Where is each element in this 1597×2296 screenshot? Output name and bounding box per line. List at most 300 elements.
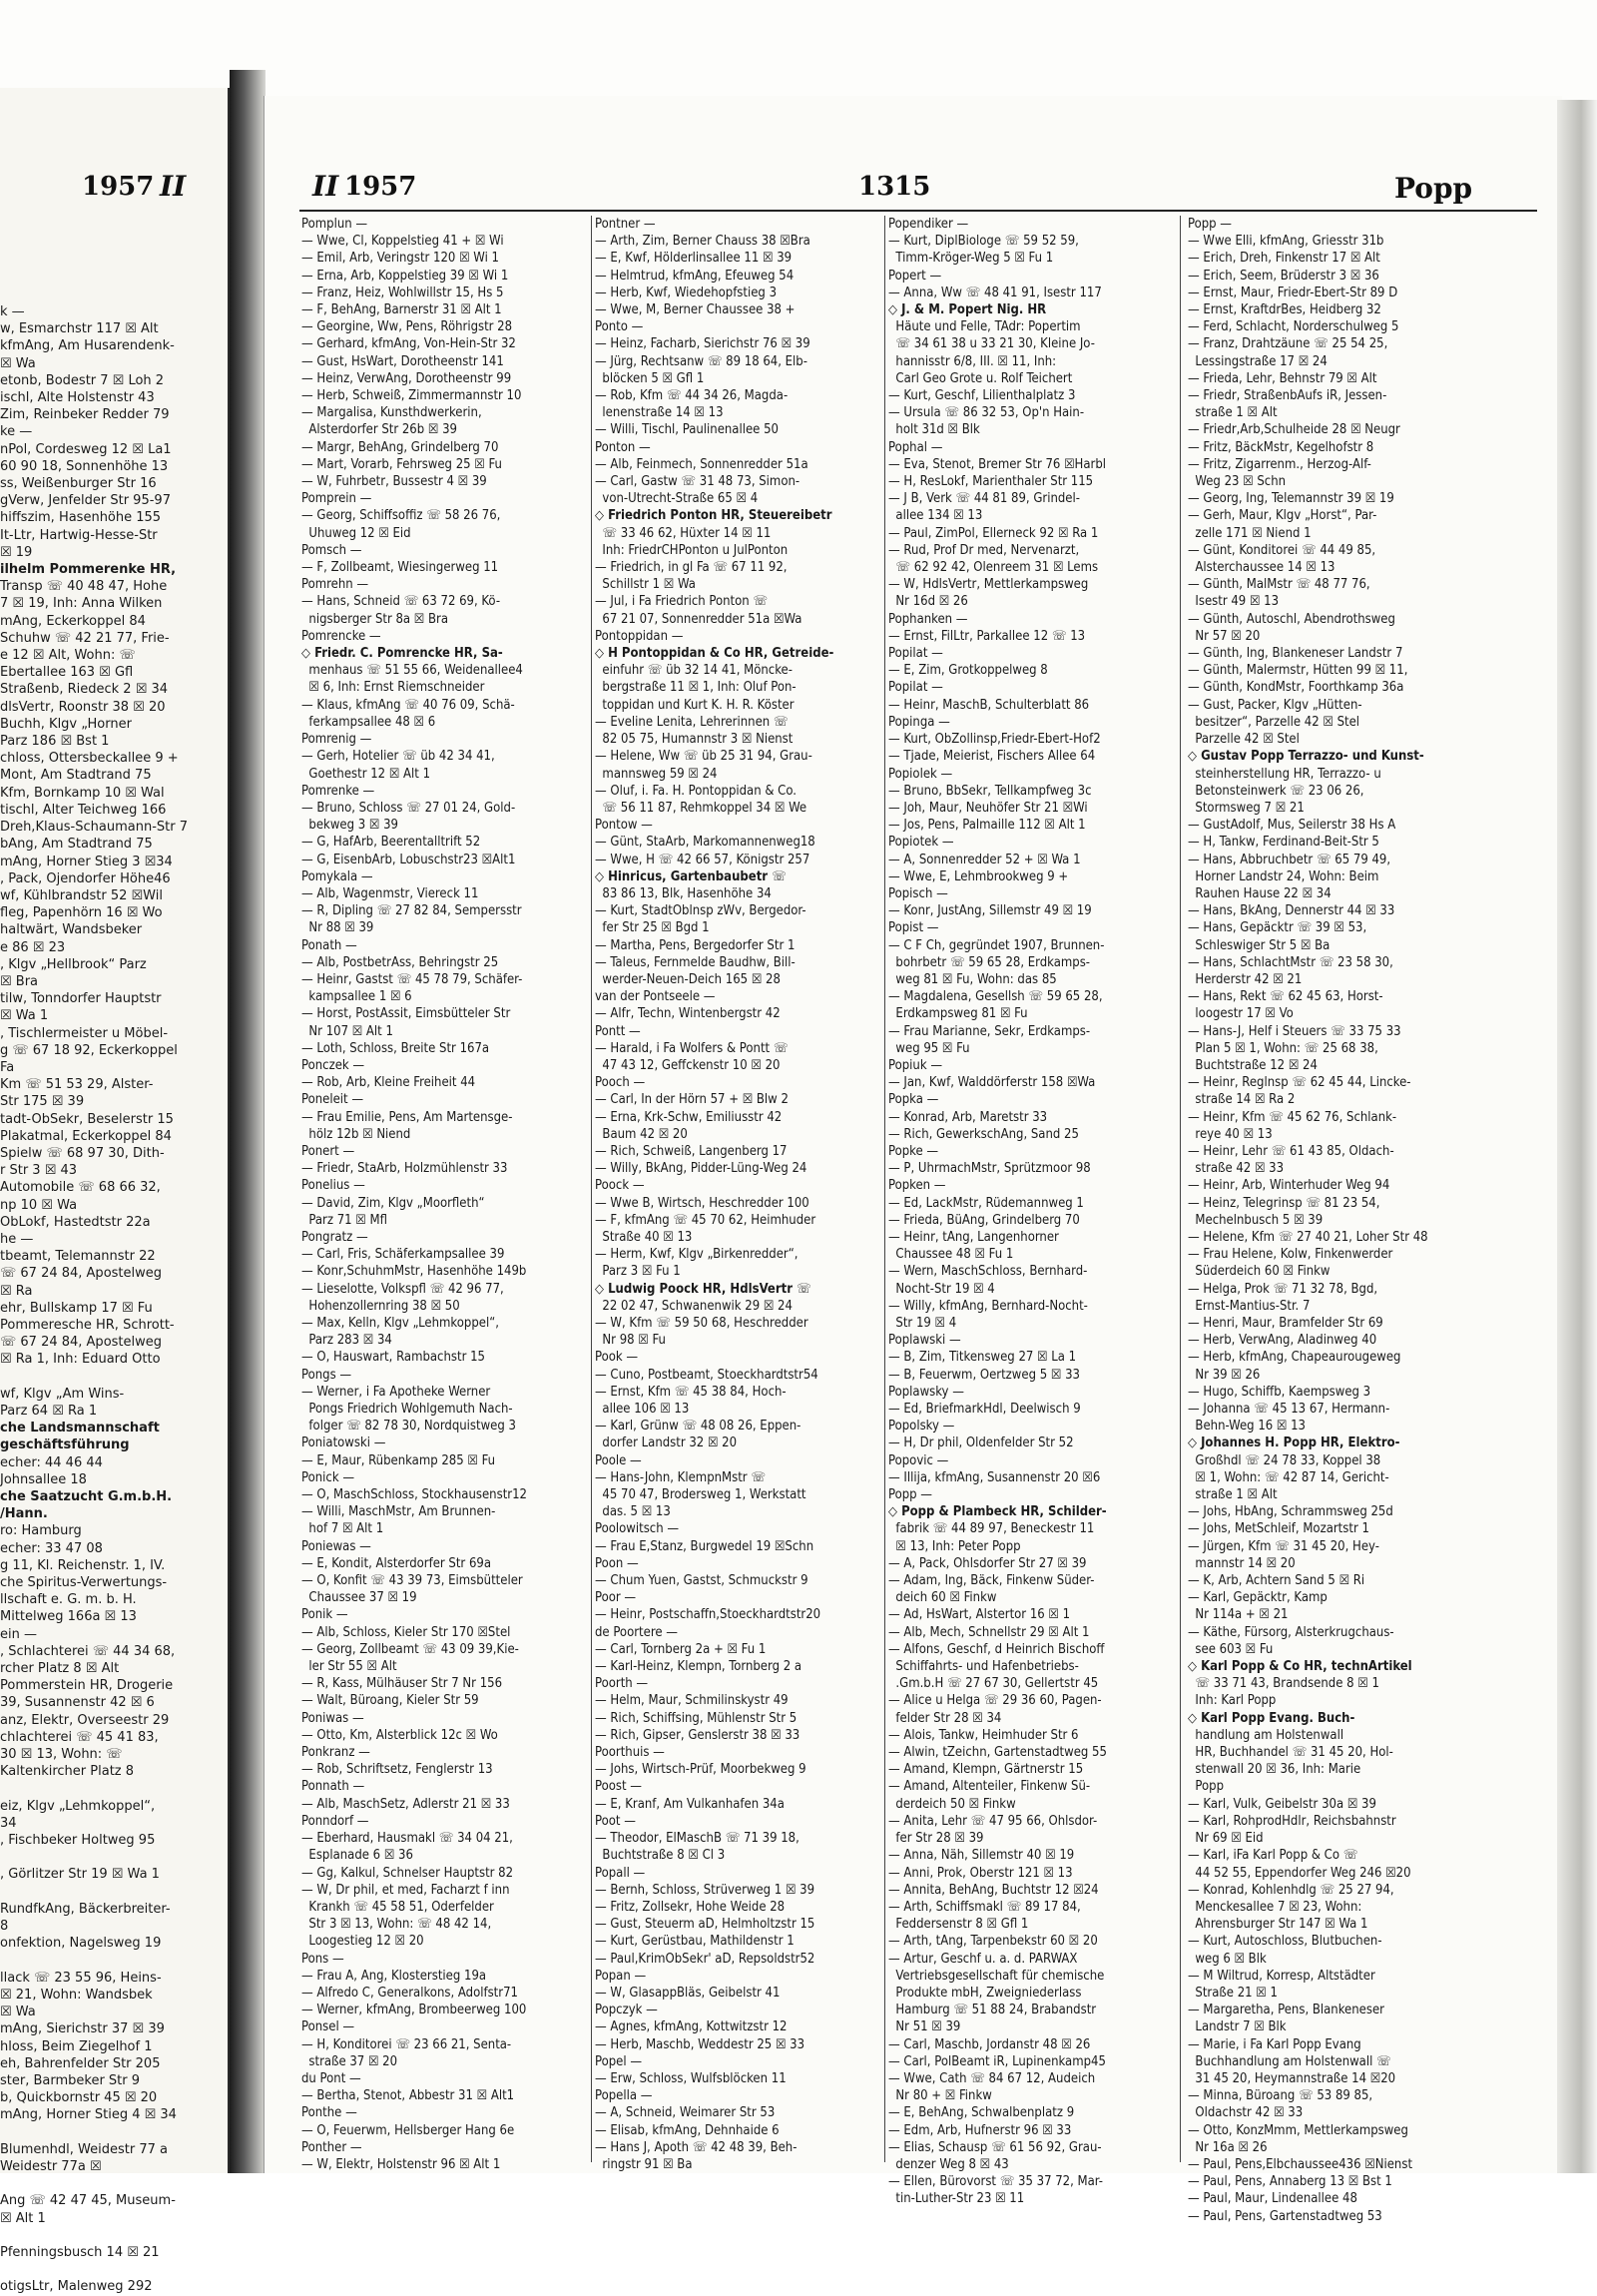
directory-entry-line: bekweg 3 ☒ 39 [301,818,398,834]
directory-entry-line: mAng, Horner Stieg 3 ☒34 [0,854,173,869]
directory-entry-line: — Ed, BriefmarkHdl, Deelwisch 9 [888,1402,1081,1418]
directory-entry-line: — B, Zim, Titkensweg 27 ☒ La 1 [888,1350,1077,1366]
directory-entry-line: — Henri, Maur, Bramfelder Str 69 [1188,1316,1383,1331]
directory-entry-line: — Willy, kfmAng, Bernhard-Nocht- [888,1298,1088,1314]
directory-entry-line: — Bruno, BbSekr, Tellkampfweg 3c [888,783,1092,799]
directory-entry-line: — F, kfmAng ☏ 45 70 62, Heimhuder [595,1212,816,1228]
directory-entry-line: — Karl, RohprodHdlr, Reichsbahnstr [1188,1813,1396,1829]
directory-entry-line: Popisch — [888,885,948,901]
directory-entry-line: — Werner, i Fa Apotheke Werner [301,1384,491,1400]
directory-entry-line: weg 6 ☒ Blk [1188,1951,1267,1967]
directory-entry-line: echer: 44 46 44 [0,1454,103,1470]
directory-entry-line: — Ad, HsWart, Alstertor 16 ☒ 1 [888,1607,1071,1623]
directory-entry-line: ☏ 33 46 62, Hüxter 14 ☒ 11 [595,525,772,541]
directory-entry-line: hiffszim, Hasenhöhe 155 [0,510,162,526]
directory-entry-line: — Wwe, Cl, Koppelstieg 41 + ☒ Wi [301,234,504,250]
directory-entry-line: — Otto, Km, Alsterblick 12c ☒ Wo [301,1727,498,1743]
directory-entry-line: — Ernst, KraftdrBes, Heidberg 32 [1188,302,1381,318]
directory-entry-line: — Arth, tAng, Tarpenbekstr 60 ☒ 20 [888,1934,1098,1950]
directory-entry-line: zelle 171 ☒ Niend 1 [1188,525,1312,541]
directory-entry-line: — Friedrich, in gl Fa ☏ 67 11 92, [595,560,788,576]
directory-entry-line: — Alb, Schloss, Kieler Str 170 ☒Stel [301,1624,511,1640]
directory-entry-line: — Jan, Kwf, Walddörferstr 158 ☒Wa [888,1075,1096,1091]
directory-entry-line: ◇ Hinricus, Gartenbaubetr ☏ [595,868,787,884]
directory-entry-line: — Kurt, StadtOblnsp zWv, Bergedor- [595,903,806,919]
directory-entry-line: — Loth, Schloss, Breite Str 167a [301,1040,490,1056]
directory-entry-line: Schuhw ☏ 42 21 77, Frie- [0,630,170,646]
directory-entry-line: Poplawsky — [888,1384,964,1400]
directory-entry-line: Pommeresche HR, Schrott- [0,1317,175,1333]
directory-entry-line: — Günth, Ing, Blankeneser Landstr 7 [1188,646,1403,662]
directory-entry-line: Weg 23 ☒ Schn [1188,474,1287,490]
directory-entry-line: — Herb, Schweiß, Zimmermannstr 10 [301,388,522,404]
directory-entry-line: ringstr 91 ☒ Ba [595,2156,693,2172]
directory-entry-line: Popan — [595,1968,647,1984]
directory-entry-line: loogestr 17 ☒ Vo [1188,1006,1294,1022]
directory-entry-line: Buchtstraße 8 ☒ Cl 3 [595,1848,726,1864]
directory-entry-line: Produkte mbH, Zweigniederlass [888,1985,1082,2001]
directory-entry-line: Pomrencke — [301,628,381,644]
directory-entry-line: 47 43 12, Geffckenstr 10 ☒ 20 [595,1057,781,1073]
directory-entry-line: — Mart, Vorarb, Fehrsweg 25 ☒ Fu [301,456,502,472]
directory-entry-line: mAng, Eckerkoppel 84 [0,613,146,629]
directory-entry-line: — Karl, iFa Karl Popp & Co ☏ [1188,1848,1358,1864]
directory-entry-line: haltwärt, Wandsbeker [0,922,143,938]
directory-entry-line: — Joh, Maur, Neuhöfer Str 21 ☒Wi [888,800,1088,816]
directory-entry-line: — Helene, Ww ☏ üb 25 31 94, Grau- [595,749,812,765]
directory-entry-line: — Alb, Feinmech, Sonnenredder 51a [595,456,808,472]
directory-entry-line: echer: 33 47 08 [0,1540,103,1556]
directory-entry-line: ◇ J. & M. Popert Nig. HR [888,302,1047,318]
directory-entry-line: — Paul,KrimObSekr' aD, Repsoldstr52 [595,1951,815,1967]
directory-entry-line: ◇ H Pontoppidan & Co HR, Getreide- [595,646,834,662]
directory-entry-line: Pomrehn — [301,577,369,593]
directory-entry-line: — Amand, Altenteiler, Finkenw Sü- [888,1779,1091,1795]
directory-entry-line: — Anita, Lehr ☏ 47 95 66, Ohlsdor- [888,1813,1098,1829]
directory-entry-line: Popp [1188,1779,1225,1795]
directory-entry-line: — Anni, Prok, Oberstr 121 ☒ 13 [888,1865,1073,1881]
directory-entry-line: — Carl, Maschb, Jordanstr 48 ☒ 26 [888,2036,1091,2052]
directory-entry-line: Popka — [888,1092,939,1108]
directory-entry-line: — Alb, Mech, Schnellstr 29 ☒ Alt 1 [888,1624,1090,1640]
directory-entry-line: — Ernst, Kfm ☏ 45 38 84, Hoch- [595,1384,787,1400]
directory-entry-line: Ponick — [301,1469,355,1485]
directory-entry-line: werder-Neuen-Deich 165 ☒ 28 [595,971,781,987]
directory-entry-line: ein — [0,1626,37,1642]
directory-entry-line: Kaltenkircher Platz 8 [0,1764,135,1780]
directory-entry-line: , Klgv „Hellbrook“ Parz [0,956,147,972]
directory-entry-line: Pongratz — [301,1229,368,1245]
directory-entry-line: Nr 39 ☒ 26 [1188,1367,1261,1383]
directory-entry-line: ☒ Wa 1 [0,1008,49,1024]
directory-entry-line: 67 21 07, Sonnenredder 51a ☒Wa [595,611,802,627]
directory-entry-line: Menckesallee 7 ☒ 23, Wohn: [1188,1899,1362,1915]
directory-entry-line: menhaus ☏ 51 55 66, Weidenallee4 [301,663,523,679]
column-divider [591,216,592,2162]
directory-entry-line: — Adam, Ing, Bäck, Finkenw Süder- [888,1573,1095,1589]
directory-entry-line: hannisstr 6/8, III. ☒ 11, Inh: [888,353,1057,369]
directory-entry-line: np 10 ☒ Wa [0,1197,78,1213]
directory-entry-line: Nr 98 ☒ Fu [595,1333,666,1349]
directory-entry-line: Mechelnbusch 5 ☒ 39 [1188,1212,1324,1228]
directory-entry-line: tbeamt, Telemannstr 22 [0,1249,156,1265]
directory-entry-line: ◇ Karl Popp & Co HR, technArtikel [1188,1659,1412,1675]
directory-entry-line: — Herb, kfmAng, Chapeaurougeweg [1188,1350,1401,1366]
directory-entry-line: — Frieda, BüAng, Grindelberg 70 [888,1212,1080,1228]
directory-entry-line: — Günth, Malermstr, Hütten 99 ☒ 11, [1188,663,1408,679]
directory-entry-line: — Heinr, Postschaffn,Stoeckhardtstr20 [595,1607,821,1623]
directory-entry-line: ◇ Gustav Popp Terrazzo- und Kunst- [1188,749,1424,765]
directory-entry-line: Ponndorf — [301,1813,369,1829]
directory-entry-line: Hohenzollernring 38 ☒ 50 [301,1298,460,1314]
directory-entry-line: Ponkranz — [301,1745,370,1761]
directory-entry-line: Pongs Friedrich Wohlgemuth Nach- [301,1402,513,1418]
directory-entry-line: — Horst, PostAssit, Eimsbütteler Str [301,1006,511,1022]
directory-entry-line [0,2175,226,2192]
directory-entry-line: /Hann. [0,1506,48,1522]
directory-entry-line: derdeich 50 ☒ Finkw [888,1796,1016,1812]
directory-entry-line: mAng, Sierichstr 37 ☒ 39 [0,2021,165,2037]
directory-entry-line: ☒ 13, Inh: Peter Popp [888,1538,1021,1554]
directory-entry-line: Ponelius — [301,1178,365,1194]
directory-entry-line: Kfm, Bornkamp 10 ☒ Wal [0,785,165,801]
directory-entry-line: Popolsky — [888,1419,955,1435]
directory-entry-line: — Johs, HbAng, Schrammsweg 25d [1188,1504,1393,1520]
directory-entry-line: — Jos, Pens, Palmaille 112 ☒ Alt 1 [888,818,1086,834]
directory-entry-line: — Rob, Arb, Kleine Freiheit 44 [301,1075,476,1091]
directory-entry-line: — Konr, JustAng, Sillemstr 49 ☒ 19 [888,903,1092,919]
directory-entry-line: denzer Weg 8 ☒ 43 [888,2156,1009,2172]
directory-entry-line: — Elisab, kfmAng, Dehnhaide 6 [595,2122,780,2138]
directory-entry-line: — Wwe, H ☏ 42 66 57, Königstr 257 [595,852,810,867]
directory-entry-line: — Rich, Gipser, Genslerstr 38 ☒ 33 [595,1727,800,1743]
directory-entry-line: — Heinz, VerwAng, Dorotheenstr 99 [301,370,512,386]
directory-entry-line: — Herb, VerwAng, Aladinweg 40 [1188,1333,1377,1349]
directory-entry-line: Nocht-Str 19 ☒ 4 [888,1281,995,1297]
directory-entry-line: 83 86 13, Blk, Hasenhöhe 34 [595,885,772,901]
directory-entry-line: — Ferd, Schlacht, Norderschulweg 5 [1188,319,1399,335]
directory-entry-line: Nr 16d ☒ 26 [888,594,968,610]
directory-entry-line: Pontow — [595,818,653,834]
directory-entry-line: — Eveline Lenita, Lehrerinnen ☏ [595,714,789,730]
directory-entry-line: Popendiker — [888,217,969,232]
directory-entry-line: Landstr 7 ☒ Blk [1188,2019,1287,2035]
directory-entry-line: dorfer Landstr 32 ☒ 20 [595,1435,738,1451]
directory-entry-line: — Frau Marianne, Sekr, Erdkamps- [888,1023,1091,1039]
directory-entry-line: — Rob, Schriftsetz, Fenglerstr 13 [301,1762,493,1778]
directory-entry-line: straße 37 ☒ 20 [301,2053,398,2069]
directory-entry-line: nigsberger Str 8a ☒ Bra [301,611,448,627]
directory-entry-line: Ang ☏ 42 47 45, Museum- [0,2193,176,2209]
directory-entry-line: — Chum Yuen, Gastst, Schmuckstr 9 [595,1573,808,1589]
directory-entry-line: — G, HafArb, Beerentalltrift 52 [301,835,481,851]
directory-entry-line: — Gg, Kalkul, Schnelser Hauptstr 82 [301,1865,514,1881]
directory-entry-line: Nr 57 ☒ 20 [1188,628,1261,644]
directory-entry-line: bergstraße 11 ☒ 1, Inh: Oluf Pon- [595,680,797,696]
directory-entry-line: — O, MaschSchloss, Stockhausenstr12 [301,1487,527,1503]
directory-entry-line: — W, Fuhrbetr, Bussestr 4 ☒ 39 [301,474,487,490]
directory-entry-line: Poorth — [595,1676,649,1692]
directory-entry-line: Alsterdorfer Str 26b ☒ 39 [301,422,457,438]
directory-entry-line: llschaft e. G. m. b. H. [0,1592,137,1608]
directory-entry-line: 34 [0,1815,17,1831]
directory-entry-line: Popel — [595,2053,643,2069]
directory-entry-line: — Taleus, Fernmelde Baudhw, Bill- [595,954,796,970]
directory-entry-line: Horner Landstr 24, Wohn: Beim [1188,868,1379,884]
directory-entry-line: — H, Tankw, Ferdinand-Beit-Str 5 [1188,835,1379,851]
directory-entry-line: — Rich, GewerkschAng, Sand 25 [888,1126,1079,1142]
directory-entry-line: Ponto — [595,319,644,335]
directory-entry-line: ro: Hamburg [0,1523,82,1539]
directory-entry-line: — E, Zim, Grotkoppelweg 8 [888,663,1048,679]
directory-entry-line: — Edm, Arb, Hufnerstr 96 ☒ 33 [888,2122,1072,2138]
directory-entry-line: Johnsallee 18 [0,1471,87,1487]
directory-entry-line: Dreh,Klaus-Schaumann-Str 7 [0,820,188,836]
directory-entry-line: 22 02 47, Schwanenwik 29 ☒ 24 [595,1298,793,1314]
directory-entry-line: Pophanken — [888,611,968,627]
directory-entry-line: — Emil, Arb, Veringstr 120 ☒ Wi 1 [301,251,499,267]
directory-entry-line: — Frau E,Stanz, Burgwedel 19 ☒Schn [595,1538,814,1554]
directory-entry-line: — W, HdlsVertr, Mettlerkampsweg [888,577,1089,593]
directory-entry-line: Inh: Karl Popp [1188,1693,1277,1709]
directory-entry-line: — Cuno, Postbeamt, Stoeckhardtstr54 [595,1367,818,1383]
directory-entry-line: — F, BehAng, Barnerstr 31 ☒ Alt 1 [301,302,502,318]
directory-column-1 [301,216,601,2172]
directory-entry-line: Herderstr 42 ☒ 21 [1188,971,1303,987]
directory-entry-line: b, Quickbornstr 45 ☒ 20 [0,2090,158,2106]
directory-entry-line: mannstr 14 ☒ 20 [1188,1555,1296,1571]
directory-entry-line: Nr 107 ☒ Alt 1 [301,1023,393,1039]
directory-entry-line: Zim, Reinbeker Redder 79 [0,407,170,423]
directory-entry-line: Popall — [595,1865,646,1881]
directory-entry-line: Nr 114a + ☒ 21 [1188,1607,1289,1623]
directory-entry-line: — Ernst, FilLtr, Parkallee 12 ☏ 13 [888,628,1086,644]
directory-entry-line: ☒ Wa [0,2005,36,2020]
directory-entry-line: r Str 3 ☒ 43 [0,1163,78,1179]
directory-entry-line: — Fritz, Zigarrenm., Herzog-Alf- [1188,456,1371,472]
directory-entry-line: — J B, Verk ☏ 44 81 89, Grindel- [888,491,1080,507]
directory-entry-line: — Erna, Arb, Koppelstieg 39 ☒ Wi 1 [301,268,509,284]
directory-entry-line: — Heinz, Facharb, Sierichstr 76 ☒ 39 [595,336,810,352]
directory-entry-line: Ponsel — [301,2019,355,2035]
directory-entry-line: Poock — [595,1178,645,1194]
directory-entry-line: — Paul, ZimPol, Ellerneck 92 ☒ Ra 1 [888,525,1099,541]
directory-entry-line: Ernst-Mantius-Str. 7 [1188,1298,1311,1314]
directory-entry-line: Poniewas — [301,1538,371,1554]
directory-entry-line: — Artur, Geschf u. a. d. PARWAX [888,1951,1078,1967]
directory-entry-line: — Kurt, Gerüstbau, Mathildenstr 1 [595,1934,795,1950]
directory-entry-line: — David, Zim, Klgv „Moorfleth“ [301,1195,485,1211]
directory-entry-line: — Günt, Konditorei ☏ 44 49 85, [1188,542,1376,558]
directory-entry-line: Poorthuis — [595,1745,665,1761]
directory-entry-line: — Ursula ☏ 86 32 53, Op'n Hain- [888,405,1085,421]
directory-entry-line: Fa [0,1059,15,1075]
directory-entry-line: — H, Konditorei ☏ 23 66 21, Senta- [301,2036,512,2052]
directory-entry-line: Str 19 ☒ 4 [888,1316,957,1331]
directory-entry-line: — Fritz, Zollsekr, Hohe Weide 28 [595,1899,786,1915]
directory-entry-line [0,1780,226,1797]
directory-entry-line: — R, Kass, Mülhäuser Str 7 Nr 156 [301,1676,503,1692]
directory-entry-line: — Gust, Packer, Klgv „Hütten- [1188,697,1362,713]
directory-entry-line: — Paul, Pens,Elbchaussee436 ☒Nienst [1188,2156,1413,2172]
directory-entry-line: Nr 69 ☒ Eid [1188,1831,1264,1847]
directory-entry-line: — H, ResLokf, Marienthaler Str 115 [888,474,1094,490]
directory-entry-line: anz, Elektr, Overseestr 29 [0,1712,170,1728]
directory-entry-line: , Fischbeker Holtweg 95 [0,1833,156,1849]
directory-entry-line: ☏ 67 24 84, Apostelweg [0,1266,163,1282]
directory-entry-line: Pook — [595,1350,639,1366]
directory-entry-line: Rauhen Hause 22 ☒ 34 [1188,885,1331,901]
directory-entry-line: — Rob, Kfm ☏ 44 34 26, Magda- [595,388,789,404]
directory-entry-line: Pommerstein HR, Drogerie [0,1678,174,1694]
directory-entry-line: — Johs, MetSchleif, Mozartstr 1 [1188,1521,1369,1537]
directory-entry-line: — Alfredo C, Generalkons, Adolfstr71 [301,1985,518,2001]
directory-entry-line: ler Str 55 ☒ Alt [301,1659,397,1675]
directory-entry-line: van der Pontseele — [595,989,716,1005]
directory-entry-line: blöcken 5 ☒ Gfl 1 [595,370,705,386]
directory-entry-line: ◇ Ludwig Poock HR, HdlsVertr ☏ [595,1281,811,1297]
directory-entry-line: — Alb, PostbetrAss, Behringstr 25 [301,954,499,970]
directory-entry-line: allee 106 ☒ 13 [595,1402,690,1418]
directory-entry-line: fabrik ☏ 44 89 97, Beneckestr 11 [888,1521,1095,1537]
directory-entry-line: Pomprein — [301,491,372,507]
directory-entry-line: Straße 40 ☒ 13 [595,1229,693,1245]
directory-entry-line: Popert — [888,268,942,284]
directory-entry-line: — Günth, Autoschl, Abendrothsweg [1188,611,1395,627]
directory-entry-line: geschäftsführung [0,1437,130,1453]
directory-entry-line: ischl, Alte Holstenstr 43 [0,390,155,406]
directory-entry-line: Parz 3 ☒ Fu 1 [595,1264,681,1280]
directory-entry-line: — Helene, Kfm ☏ 27 40 21, Loher Str 48 [1188,1229,1428,1245]
directory-entry-line: besitzer“, Parzelle 42 ☒ Stel [1188,714,1360,730]
directory-entry-line: — Hans, Rekt ☏ 62 45 63, Horst- [1188,989,1383,1005]
directory-entry-line: — Wwe B, Wirtsch, Heschredder 100 [595,1195,809,1211]
directory-entry-line: mAng, Horner Stieg 4 ☒ 34 [0,2107,177,2123]
directory-entry-line: — Margalisa, Kunsthdwerkerin, [301,405,482,421]
directory-entry-line: — Amand, Klempn, Gärtnerstr 15 [888,1762,1084,1778]
directory-entry-line: — Otto, KonzMmm, Mettlerkampsweg [1188,2122,1408,2138]
directory-entry-line: ☒ 1, Wohn: ☏ 42 87 14, Gericht- [1188,1469,1389,1485]
directory-entry-line: — Friedr, StaArb, Holzmühlenstr 33 [301,1161,508,1177]
directory-entry-line: Parz 64 ☒ Ra 1 [0,1404,98,1419]
directory-entry-line: Popist — [888,920,939,936]
directory-entry-line: — Hans, SchlachtMstr ☏ 23 58 30, [1188,954,1393,970]
directory-entry-line: Pomplun — [301,217,368,232]
directory-entry-line: — Carl, PolBeamt iR, Lupinenkamp45 [888,2053,1106,2069]
directory-entry-line: ilhelm Pommerenke HR, [0,562,177,578]
directory-entry-line: ☏ 56 11 87, Rehmkoppel 34 ☒ We [595,800,807,816]
directory-entry-line: — A, Schneid, Weimarer Str 53 [595,2105,776,2121]
directory-entry-line: Parz 283 ☒ 34 [301,1333,392,1349]
directory-entry-line: — Wwe, M, Berner Chaussee 38 + [595,302,796,318]
directory-entry-line: — Alb, Wagenmstr, Viereck 11 [301,885,479,901]
directory-entry-line: — Frau A, Ang, Klosterstieg 19a [301,1968,487,1984]
directory-entry-line [0,2124,226,2141]
directory-entry-line: — GustAdolf, Mus, Seilerstr 38 Hs A [1188,818,1396,834]
directory-entry-line: — Helm, Maur, Schmilinskystr 49 [595,1693,789,1709]
directory-entry-line: ster, Barmbeker Str 9 [0,2072,141,2088]
directory-entry-line [0,1884,226,1901]
directory-entry-line: Popovic — [888,1452,949,1468]
directory-entry-line: wf, Kühlbrandstr 52 ☒Wil [0,887,163,903]
directory-entry-line: — Werner, kfmAng, Brombeerweg 100 [301,2003,527,2018]
directory-entry-line: — Jul, i Fa Friedrich Ponton ☏ [595,594,769,610]
directory-entry-line: Buchhandlung am Holstenwall ☏ [1188,2053,1391,2069]
directory-entry-line: ◇ Johannes H. Popp HR, Elektro- [1188,1435,1400,1451]
directory-entry-line: Str 3 ☒ 13, Wohn: ☏ 48 42 14, [301,1917,492,1933]
directory-entry-line: — W, Kfm ☏ 59 50 68, Heschredder [595,1316,808,1331]
directory-entry-line: tadt-ObSekr, Beselerstr 15 [0,1111,174,1127]
directory-entry-line: see 603 ☒ Fu [1188,1641,1274,1657]
directory-entry-line: Hamburg ☏ 51 88 24, Brabandstr [888,2003,1097,2018]
directory-entry-line: — Carl, Tornberg 2a + ☒ Fu 1 [595,1641,767,1657]
directory-entry-line: — Kurt, DiplBiologe ☏ 59 52 59, [888,234,1079,250]
page-number: 1315 [858,172,931,202]
directory-entry-line: deich 60 ☒ Finkw [888,1590,997,1606]
directory-entry-line: — Gerhard, kfmAng, Von-Hein-Str 32 [301,336,516,352]
directory-entry-line: — Agnes, kfmAng, Kottwitzstr 12 [595,2019,788,2035]
directory-entry-line: Poost — [595,1779,642,1795]
directory-entry-line: — F, Zollbeamt, Wiesingerweg 11 [301,560,499,576]
directory-entry-line: ◇ Karl Popp Evang. Buch- [1188,1710,1355,1726]
directory-entry-line: — Alfr, Techn, Wintenbergstr 42 [595,1006,781,1022]
directory-entry-line: Transp ☏ 40 48 47, Hohe [0,579,168,595]
directory-entry-line: , Schlachterei ☏ 44 34 68, [0,1643,176,1659]
directory-entry-line: — Heinz, Telegrinsp ☏ 81 23 54, [1188,1195,1380,1211]
directory-entry-line: ◇ Popp & Plambeck HR, Schilder- [888,1504,1107,1520]
directory-entry-line: Popiolek — [888,766,953,782]
directory-entry-line: — Margr, BehAng, Grindelberg 70 [301,439,499,455]
directory-entry-line: hölz 12b ☒ Niend [301,1126,411,1142]
directory-entry-line: allee 134 ☒ 13 [888,508,983,524]
directory-entry-line: — Erich, Seem, Brüderstr 3 ☒ 36 [1188,268,1379,284]
directory-entry-line: — Hans, Gepäcktr ☏ 39 ☒ 53, [1188,920,1367,936]
directory-entry-line: — Fritz, BäckMstr, Kegelhofstr 8 [1188,439,1374,455]
directory-entry-line: Buchtstraße 12 ☒ 24 [1188,1057,1318,1073]
directory-entry-line: Ponnath — [301,1779,365,1795]
directory-entry-line: Ebertallee 163 ☒ Gfl [0,665,134,681]
directory-entry-line: — Herm, Kwf, Klgv „Birkenredder“, [595,1247,798,1263]
directory-entry-line: — Helga, Prok ☏ 71 32 78, Bgd, [1188,1281,1378,1297]
directory-entry-line: rcher Platz 8 ☒ Alt [0,1661,120,1677]
directory-entry-line: Süderdeich 60 ☒ Finkw [1188,1264,1331,1280]
directory-entry-line: Pomrenig — [301,732,372,748]
directory-entry-line: — Hans, Schneid ☏ 63 72 69, Kö- [301,594,501,610]
directory-entry-line: — Heinr, Reglnsp ☏ 62 45 44, Lincke- [1188,1075,1411,1091]
directory-entry-line: Pomrenke — [301,783,375,799]
directory-column-2 [595,216,894,2172]
directory-entry-line: Nr 16a ☒ 26 [1188,2139,1268,2155]
directory-entry-line: Chaussee 37 ☒ 19 [301,1590,417,1606]
directory-entry-line: bohrbetr ☏ 59 65 28, Erdkamps- [888,954,1091,970]
directory-entry-line: Ponton — [595,439,651,455]
directory-entry-line: — Gerh, Maur, Klgv „Horst“, Par- [1188,508,1377,524]
directory-entry-line: — Jürgen, Kfm ☏ 31 45 20, Hey- [1188,1538,1379,1554]
directory-entry-line: Nr 88 ☒ 39 [301,920,374,936]
directory-entry-line: otigsLtr, Malenweg 292 [0,2279,153,2295]
directory-entry-line: — Paul, Pens, Annaberg 13 ☒ Bst 1 [1188,2174,1392,2190]
directory-entry-line: Ahrensburger Str 147 ☒ Wa 1 [1188,1917,1368,1933]
directory-entry-line: du Pont — [301,2070,361,2086]
directory-entry-line: Alsterchaussee 14 ☒ 13 [1188,560,1335,576]
directory-entry-line: 44 52 55, Eppendorfer Weg 246 ☒20 [1188,1865,1411,1881]
directory-entry-line: che Spiritus-Verwertungs- [0,1575,168,1591]
directory-entry-line: felder Str 28 ☒ 34 [888,1710,1002,1726]
directory-entry-line: stenwall 20 ☒ 36, Inh: Marie [1188,1762,1361,1778]
directory-entry-line: weg 95 ☒ Fu [888,1040,970,1056]
directory-entry-line: ☏ 34 61 38 u 33 21 30, Kleine Jo- [888,336,1095,352]
directory-entry-line: — Carl, In der Hörn 57 + ☒ Blw 2 [595,1092,789,1108]
